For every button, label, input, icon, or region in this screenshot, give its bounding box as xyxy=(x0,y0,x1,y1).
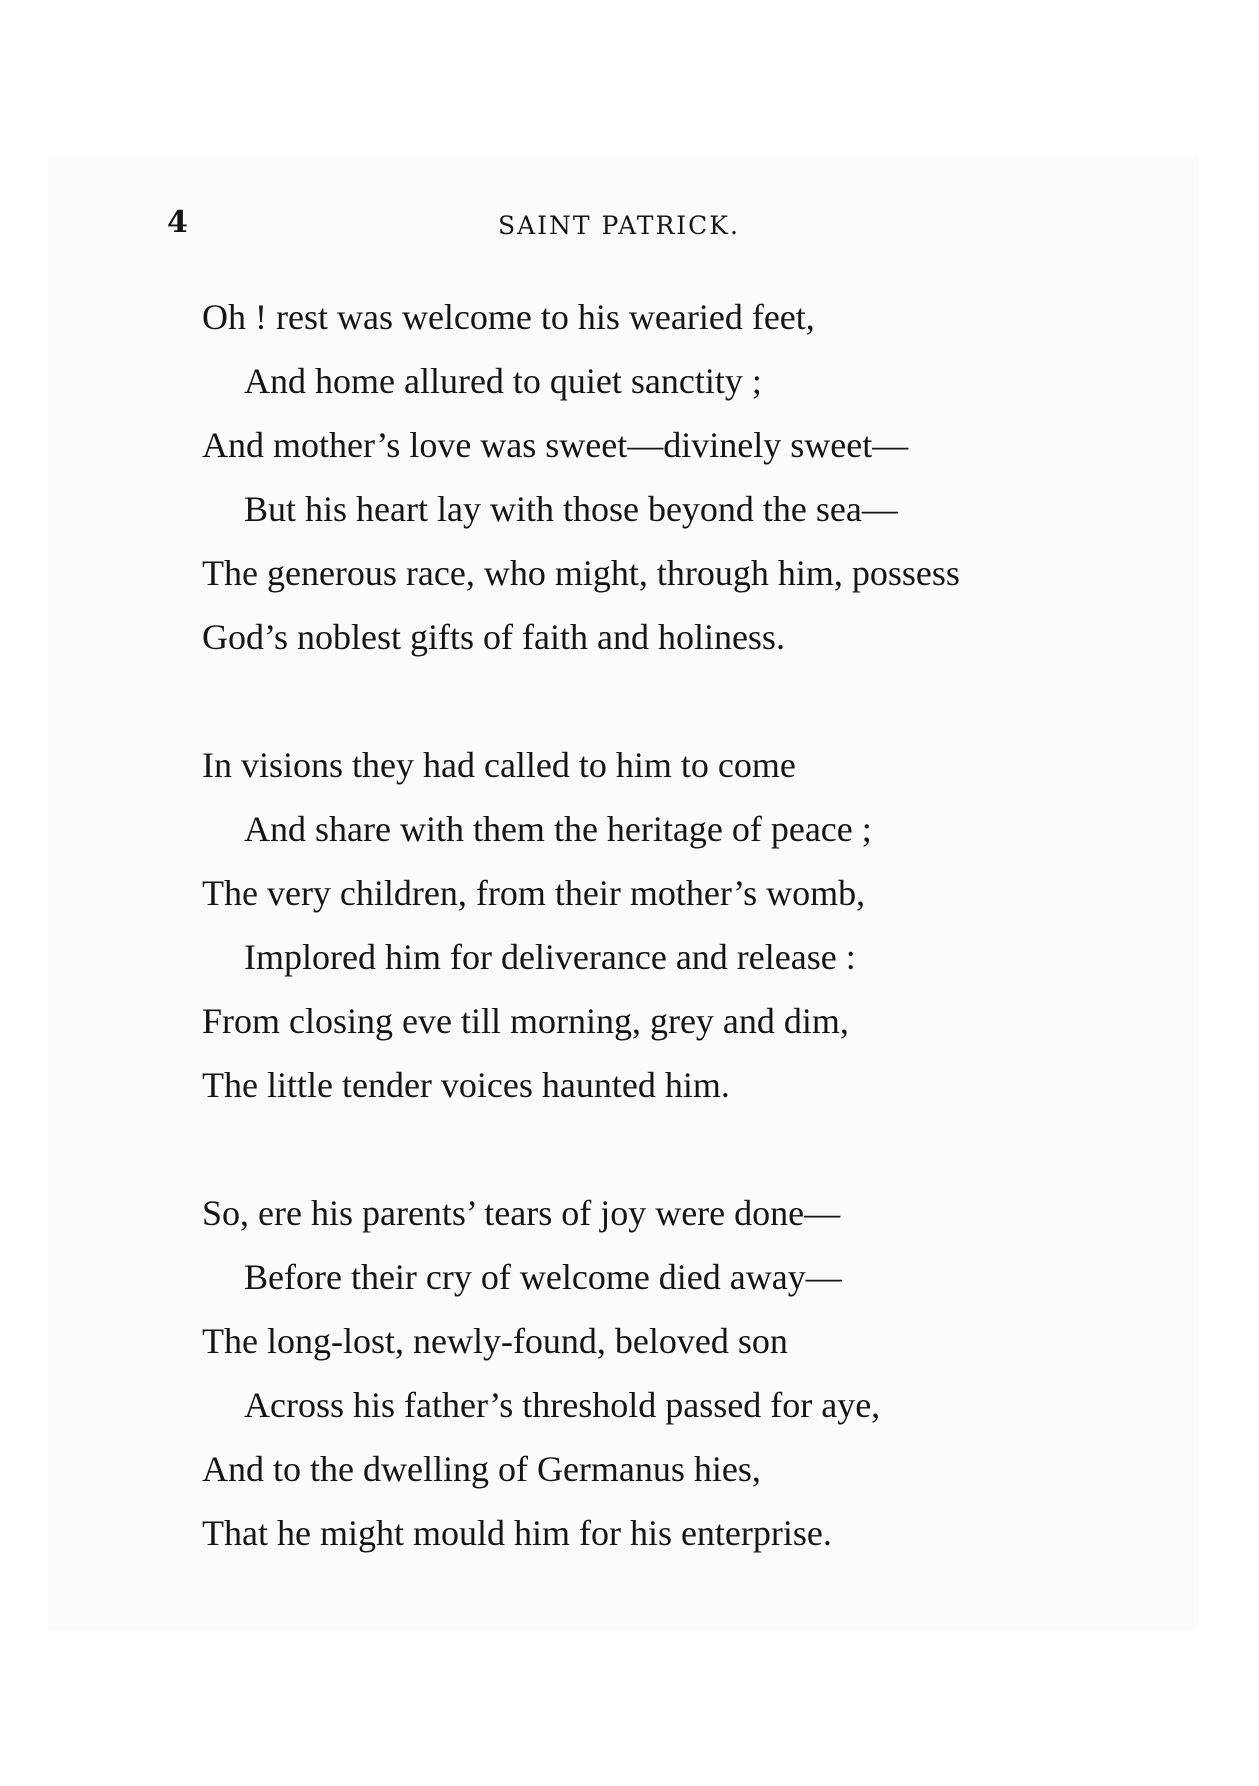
poem-line: But his heart lay with those beyond the sea— xyxy=(244,489,898,529)
poem-line: And share with them the heritage of peace ; xyxy=(244,809,872,849)
poem-line: And to the dwelling of Germanus hies, xyxy=(202,1449,761,1489)
stanza-3 xyxy=(202,1181,1202,1565)
poem-line: Before their cry of welcome died away— xyxy=(244,1257,842,1297)
running-head xyxy=(0,205,1259,255)
poem-line: The very children, from their mother’s womb, xyxy=(202,873,866,913)
poem-line: That he might mould him for his enterprise. xyxy=(202,1513,832,1553)
poem-line: In visions they had called to him to come xyxy=(202,745,796,785)
poem-line: God’s noblest gifts of faith and holiness. xyxy=(202,617,785,657)
poem-line: The generous race, who might, through him, possess xyxy=(202,553,960,593)
poem-line: From closing eve till morning, grey and dim, xyxy=(202,1001,849,1041)
poem-line: The long-lost, newly-found, beloved son xyxy=(202,1321,788,1361)
poem-line: Across his father’s threshold passed for aye, xyxy=(244,1385,881,1425)
page-number: 4 xyxy=(167,205,188,240)
stanza-1 xyxy=(202,285,1202,669)
running-title: SAINT PATRICK. xyxy=(498,211,740,240)
poem-line: So, ere his parents’ tears of joy were done— xyxy=(202,1193,841,1233)
stanza-2 xyxy=(202,733,1202,1117)
poem-line: The little tender voices haunted him. xyxy=(202,1065,730,1105)
poem-line: And mother’s love was sweet—divinely sweet— xyxy=(202,425,909,465)
poem-line: Oh ! rest was welcome to his wearied feet, xyxy=(202,297,815,337)
poem xyxy=(202,285,1202,1629)
poem-line: Implored him for deliverance and release : xyxy=(244,937,856,977)
poem-line: And home allured to quiet sanctity ; xyxy=(244,361,762,401)
